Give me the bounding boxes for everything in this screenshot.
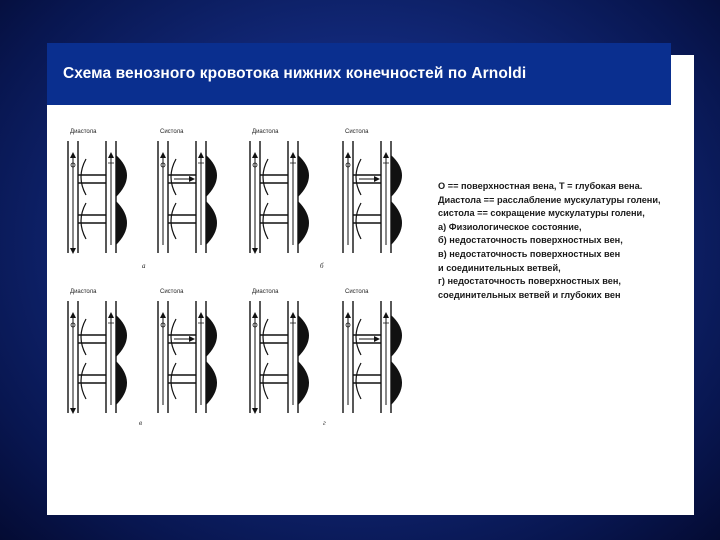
vein-panel — [250, 289, 309, 413]
legend-line: и соединительных ветвей, — [438, 262, 561, 273]
group-label-b: б — [320, 262, 324, 270]
slide-title: Схема венозного кровотока нижних конечностей по Arnoldi — [63, 65, 527, 82]
vein-panel — [158, 129, 217, 253]
legend-line: Диастола == расслабление мускулатуры голени, — [438, 194, 661, 205]
arnoldi-venous-flow-diagram — [47, 105, 447, 435]
title-bar — [47, 43, 671, 105]
legend-line: соединительных ветвей и глубоких вен — [438, 289, 621, 300]
panel-caption: Систола — [345, 129, 369, 135]
panel-caption: Диастола — [70, 289, 97, 295]
legend-line: в) недостаточность поверхностных вен — [438, 248, 621, 259]
panel-caption: Диастола — [252, 129, 279, 135]
legend-line: О == поверхностная вена, Т = глубокая вена. — [438, 181, 643, 191]
legend-line: а) Физиологическое состояние, — [438, 221, 582, 232]
panel-caption: Диастола — [252, 289, 279, 295]
legend-line: б) недостаточность поверхностных вен, — [438, 235, 623, 246]
panel-caption: Диастола — [70, 129, 97, 135]
vein-panel — [250, 129, 309, 253]
legend-line: систола == сокращение мускулатуры голени, — [438, 208, 645, 219]
group-label-g: г — [323, 419, 326, 427]
panel-caption: Систола — [160, 129, 184, 135]
vein-panel — [68, 289, 127, 413]
legend — [438, 180, 688, 302]
vein-panel — [343, 129, 402, 253]
legend-line: г) недостаточность поверхностных вен, — [438, 276, 621, 287]
panel-caption: Систола — [345, 289, 369, 295]
group-label-v: в — [139, 419, 143, 427]
vein-panel — [68, 129, 127, 253]
vein-panel — [343, 289, 402, 413]
panel-caption: Систола — [160, 289, 184, 295]
vein-panel — [158, 289, 217, 413]
group-label-a: а — [142, 262, 146, 270]
